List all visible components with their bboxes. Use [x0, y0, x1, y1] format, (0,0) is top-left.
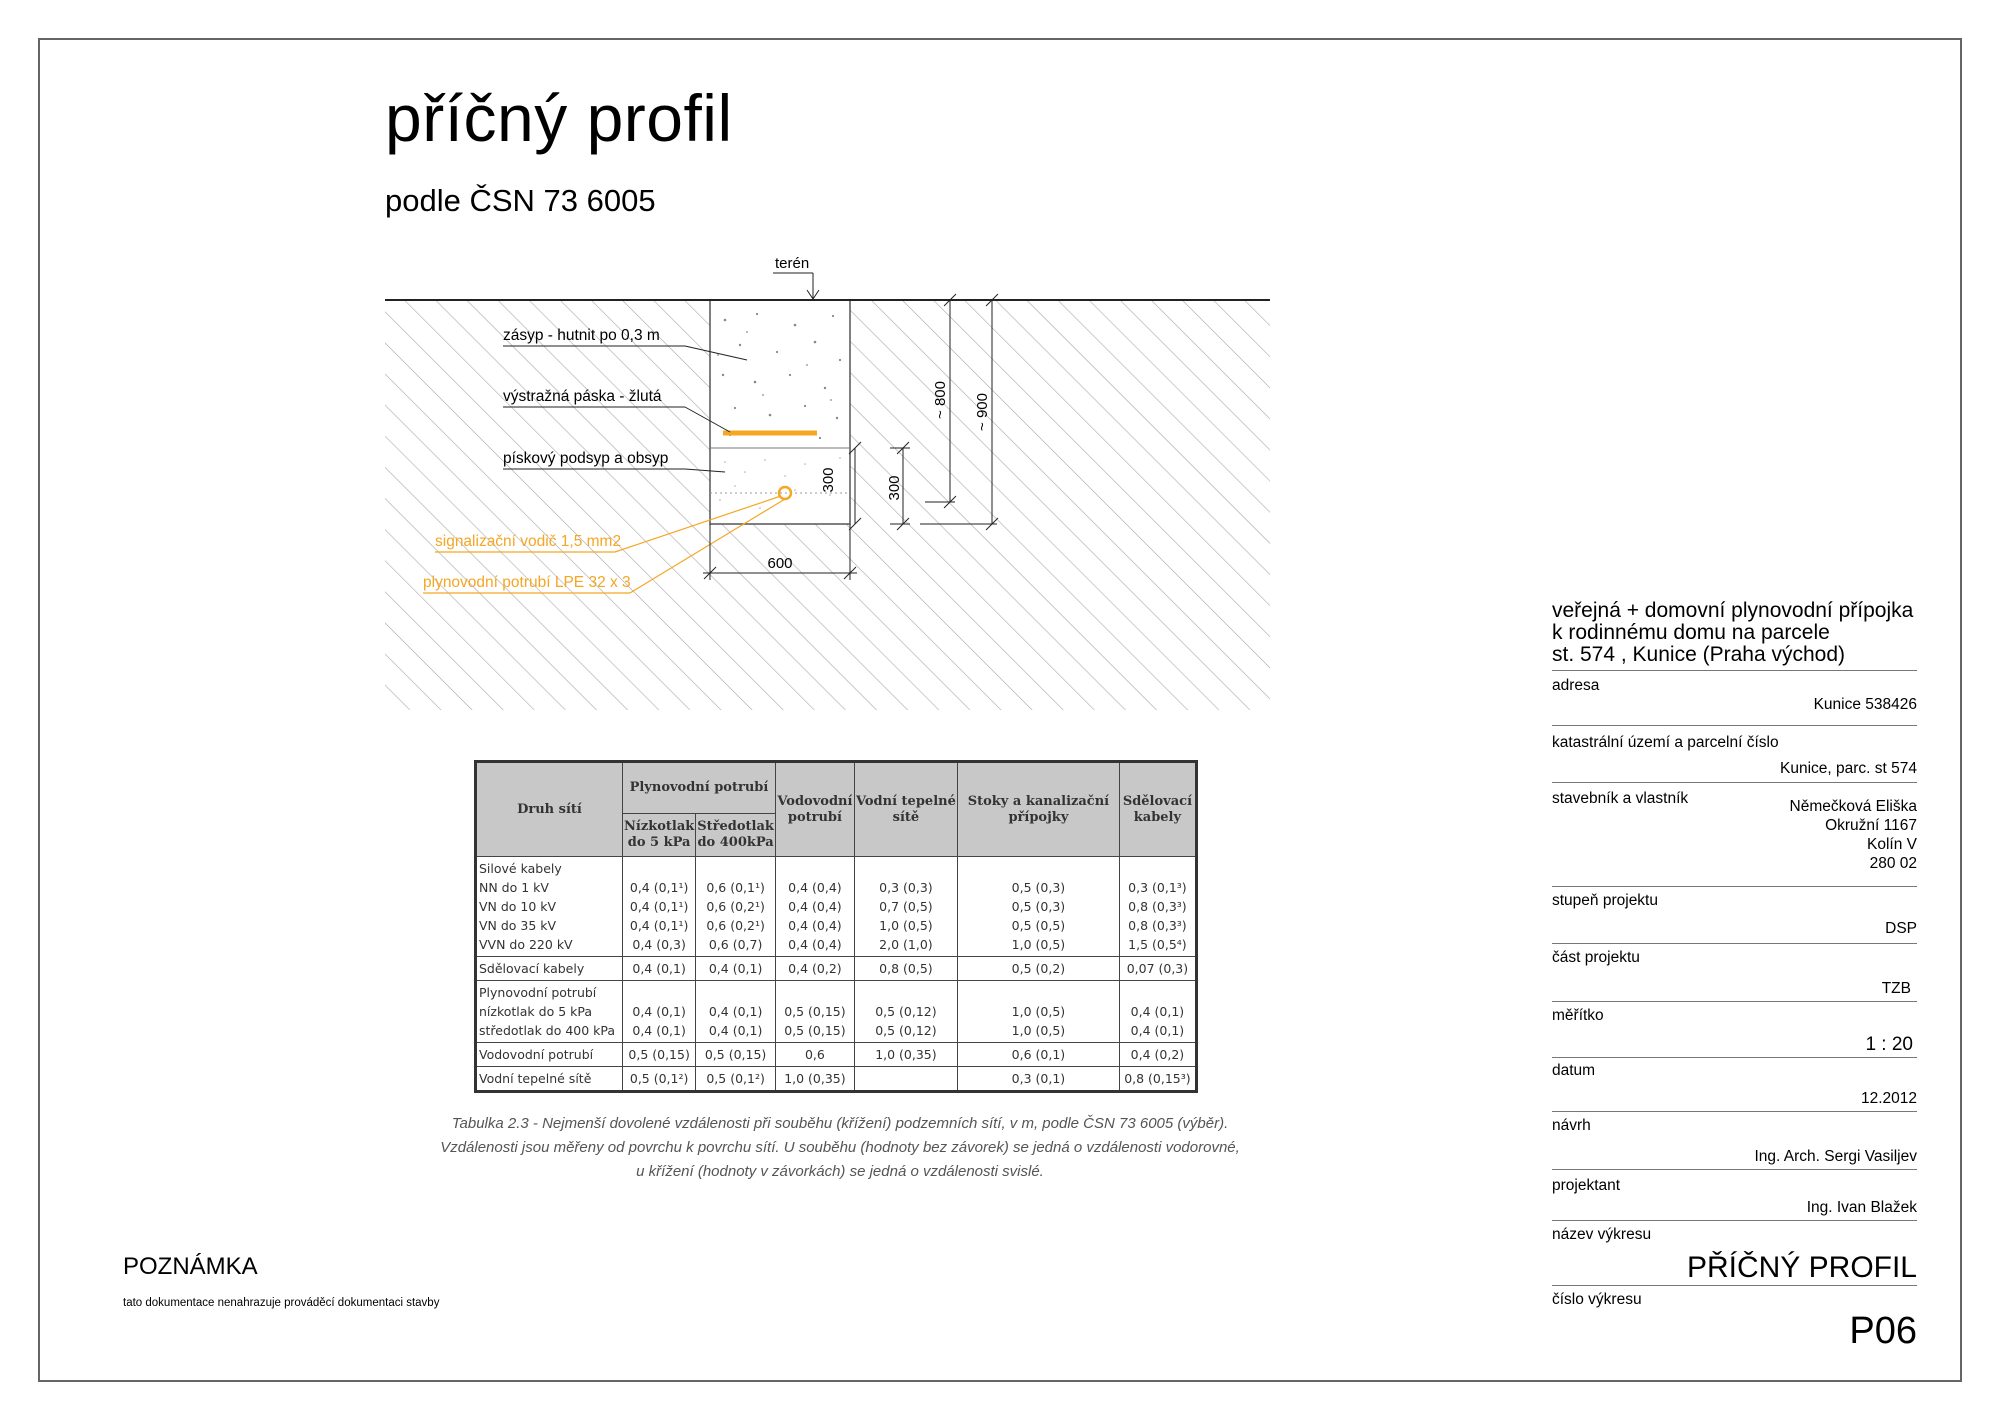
- th-gas-mid: Středotlak do 400kPa: [696, 814, 776, 857]
- th-water: Vodovodní potrubí: [775, 762, 854, 857]
- table-caption: Tabulka 2.3 - Nejmenší dovolené vzdálenosti při souběhu (křížení) podzemních sítí, v m, podle ČSN 73 6005 (výběr). Vzdálenosti jsou měřeny od povrchu k povrchu sítí. U souběhu (hodnoty bez závorek) se jedná o vzdálenosti vodorovné, u křížení (hodnoty v závorkách) se jedná o vzdálenosti svislé.: [440, 1115, 1240, 1180]
- address-row: adresa Kunice 538426: [1552, 671, 1917, 726]
- tape-label: výstražná páska - žlutá: [503, 388, 662, 405]
- th-type: Druh sítí: [476, 762, 623, 857]
- drawing-name-row: název výkresu PŘÍČNÝ PROFIL: [1552, 1221, 1917, 1286]
- table-row: Sdělovací kabely 0,4 (0,1) 0,4 (0,1) 0,4 (0,2) 0,8 (0,5) 0,5 (0,2) 0,07 (0,3): [476, 957, 1197, 981]
- dim-800: ~ 800: [932, 381, 949, 419]
- cross-section-drawing: [385, 250, 1275, 720]
- note-heading: POZNÁMKA: [123, 1253, 258, 1280]
- drawing-number-row: číslo výkresu P06: [1552, 1291, 1917, 1352]
- owner-row: stavebník a vlastník Němečková Eliška Okružní 1167 Kolín V 280 02: [1552, 783, 1917, 887]
- table-row: Plynovodní potrubí nízkotlak do 5 kPa středotlak do 400 kPa 0,4 (0,1) 0,4 (0,1) 0,4 (0,1) 0,4 (0,1) 0,5 (0,15) 0,5 (0,15) 0,5 (0,12) 0,5 (0,12) 1,0 (0,5) 1,0 (0,5) 0,4 (0,1) 0,4 (0,1): [476, 981, 1197, 1043]
- stage-row: stupeň projektu DSP: [1552, 887, 1917, 944]
- page-subtitle: podle ČSN 73 6005: [385, 183, 656, 218]
- note-text: tato dokumentace nenahrazuje prováděcí dokumentaci stavby: [123, 1297, 440, 1309]
- cadastre-row: katastrální území a parcelní číslo Kunice, parc. st 574: [1552, 726, 1917, 783]
- scale-row: měřítko 1 : 20: [1552, 1002, 1917, 1058]
- dim-600: 600: [767, 555, 793, 572]
- pipe-label: plynovodní potrubí LPE 32 x 3: [423, 574, 631, 591]
- th-gas: Plynovodní potrubí: [623, 762, 776, 814]
- dim-900: ~ 900: [974, 393, 991, 431]
- dim-300-trench: 300: [820, 467, 837, 493]
- table-row: Vodovodní potrubí 0,5 (0,15) 0,5 (0,15) 0,6 1,0 (0,35) 0,6 (0,1) 0,4 (0,2): [476, 1043, 1197, 1067]
- backfill-label: zásyp - hutnit po 0,3 m: [503, 327, 660, 344]
- part-row: část projektu TZB: [1552, 944, 1917, 1002]
- title-block: [1552, 600, 1917, 1356]
- table-row: Vodní tepelné sítě 0,5 (0,1²) 0,5 (0,1²) 1,0 (0,35) 0,3 (0,1) 0,8 (0,15³): [476, 1067, 1197, 1092]
- wire-label: signalizační vodič 1,5 mm2: [435, 533, 622, 550]
- distances-table: [474, 760, 1198, 1093]
- terrain-label: terén: [775, 255, 810, 272]
- project-title: veřejná + domovní plynovodní přípojka k rodinnému domu na parcele st. 574 , Kunice (Praha východ): [1552, 600, 1917, 671]
- designer-row: projektant Ing. Ivan Blažek: [1552, 1170, 1917, 1221]
- page-title: příčný profil: [385, 81, 733, 155]
- table-row: Silové kabely NN do 1 kV VN do 10 kV VN do 35 kV VVN do 220 kV 0,4 (0,1¹) 0,4 (0,1¹) 0,4 (0,1¹) 0,4 (0,3) 0,6 (0,1¹) 0,6 (0,2¹) 0,6 (0,2¹) 0,6 (0,7) 0,4 (0,4) 0,4 (0,4) 0,4 (0,4) 0,4 (0,4) 0,3 (0,3) 0,7 (0,5) 1,0 (0,5) 2,0 (1,0) 0,5 (0,3) 0,5 (0,3) 0,5 (0,5) 1,0 (0,5) 0,3 (0,1³) 0,8 (0,3³) 0,8 (0,3³) 1,5 (0,5⁴): [476, 857, 1197, 957]
- th-sewer: Stoky a kanalizační přípojky: [957, 762, 1119, 857]
- date-row: datum 12.2012: [1552, 1058, 1917, 1112]
- dim-300-outer: 300: [886, 475, 903, 501]
- th-gas-low: Nízkotlak do 5 kPa: [623, 814, 696, 857]
- th-comm: Sdělovací kabely: [1119, 762, 1196, 857]
- th-heat: Vodní tepelné sítě: [854, 762, 957, 857]
- design-row: návrh Ing. Arch. Sergi Vasiljev: [1552, 1112, 1917, 1170]
- sand-label: pískový podsyp a obsyp: [503, 450, 669, 467]
